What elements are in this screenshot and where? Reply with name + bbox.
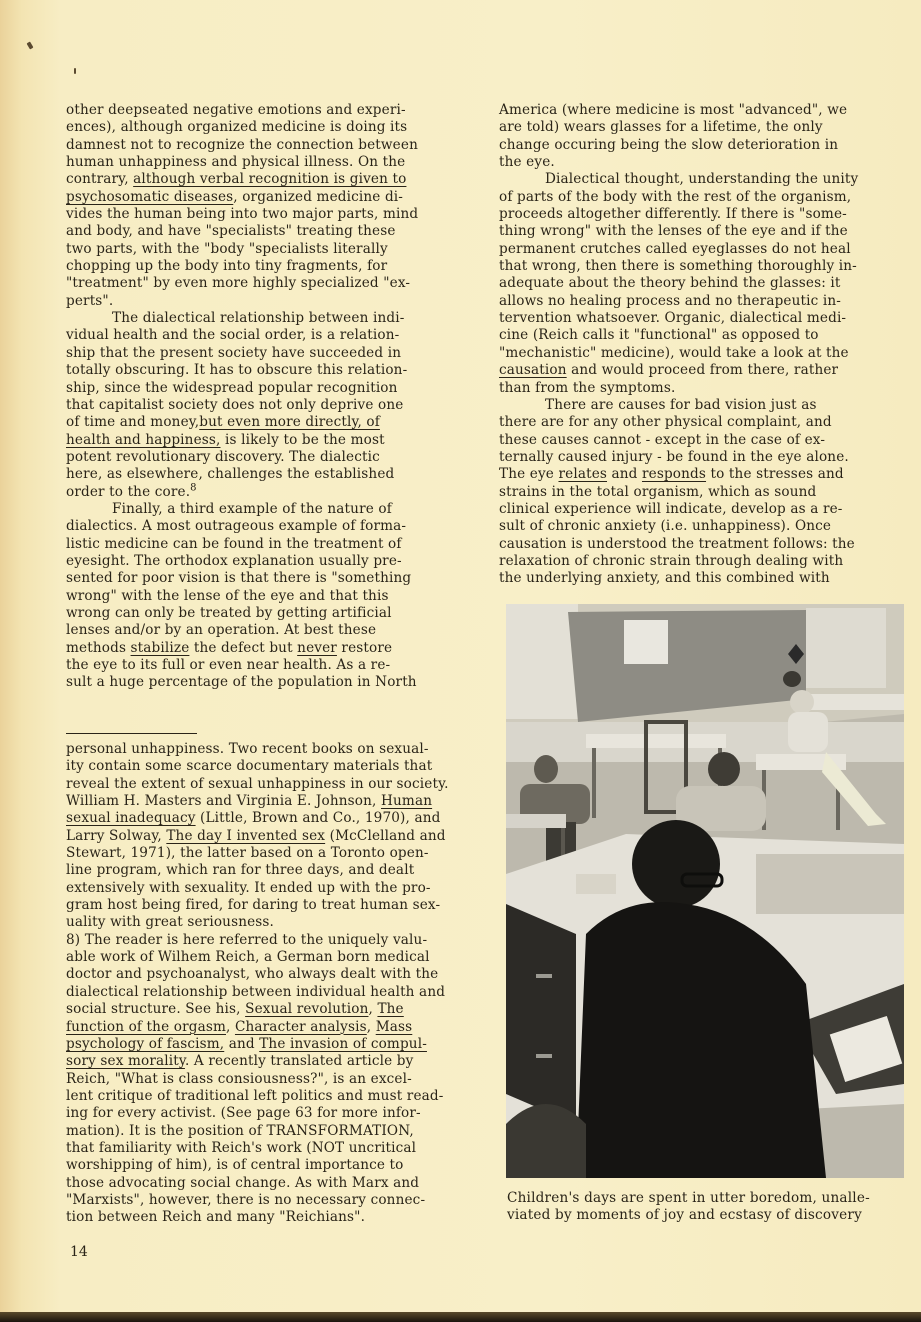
text-line: ity contain some scarce documentary materials that: [66, 758, 433, 775]
underlined-word: relates: [558, 466, 608, 483]
text-line: 8) The reader is here referred to the uniquely valu-: [66, 931, 428, 948]
book-title: The: [377, 1001, 404, 1018]
underlined-phrase: but even more directly, of: [199, 414, 380, 431]
text-line: those advocating social change. As with Marx and: [66, 1174, 420, 1191]
window: [506, 604, 578, 719]
text-line: totally obscuring. It has to obscure this relation-: [66, 362, 408, 379]
underlined-phrase: although verbal recognition is given to: [133, 171, 407, 188]
text-line: [66, 810, 486, 827]
text-run: is likely to be the most: [220, 431, 385, 448]
underlined-word: causation: [499, 362, 567, 379]
text-line: ship, since the widespread popular recognition: [66, 379, 398, 396]
text-line: [66, 640, 466, 657]
text-line: vidual health and the social order, is a relation-: [66, 327, 400, 344]
text-run: ,: [368, 1001, 378, 1018]
text-run: restore: [336, 639, 393, 656]
text-run: to the stresses and: [706, 466, 844, 483]
text-run: , organized medicine di-: [233, 188, 404, 205]
text-line: ship that the present society have succeeded in: [66, 344, 402, 361]
text-run: and: [224, 1035, 260, 1052]
book-title: The invasion of compul-: [259, 1035, 427, 1052]
book-title: Character analysis: [234, 1018, 367, 1035]
text-line: "Marxists", however, there is no necessary connec-: [66, 1191, 426, 1208]
text-line: permanent crutches called eyeglasses do not heal: [499, 240, 851, 257]
text-run: social structure. See his,: [66, 1001, 246, 1018]
text-line: vides the human being into two major parts, mind: [66, 206, 419, 223]
text-line: reveal the extent of sexual unhappiness in our society.: [66, 775, 449, 792]
text-line: personal unhappiness. Two recent books on sexual-: [66, 741, 429, 757]
footnote-8: [66, 932, 486, 1227]
page-number: 14: [70, 1244, 88, 1260]
bulletin-board: [806, 608, 886, 688]
text-line: [66, 1053, 486, 1070]
text-line: these causes cannot - except in the case of ex-: [499, 431, 826, 448]
paragraph-3: [66, 501, 466, 692]
text-run: William H. Masters and Virginia E. Johnson,: [66, 793, 381, 810]
text-line: The dialectical relationship between indi-: [112, 310, 405, 327]
desk: [586, 734, 726, 748]
text-line: than from the symptoms.: [499, 379, 676, 396]
text-line: Reich, "What is class consiousness?", is an excel-: [66, 1070, 412, 1087]
underlined-word: never: [297, 639, 337, 656]
text-line: uality with great seriousness.: [66, 914, 275, 931]
paragraph-causes: [499, 397, 904, 588]
poster: [624, 620, 668, 664]
text-line: damnest not to recognize the connection between: [66, 136, 418, 153]
text-run: and would proceed from there, rather: [566, 362, 839, 379]
text-line: tion between Reich and many "Reichians".: [66, 1209, 366, 1226]
text-line: sult a huge percentage of the population in North: [66, 674, 417, 691]
text-line: gram host being fired, for daring to treat human sex-: [66, 897, 441, 914]
text-line: wrong" with the lense of the eye and that this: [66, 587, 389, 604]
footnote-divider: [66, 733, 197, 734]
text-line: adequate about the theory behind the glasses: it: [499, 275, 841, 292]
underlined-phrase: health and happiness,: [66, 431, 221, 448]
text-line: causation is understood the treatment follows: the: [499, 535, 855, 552]
text-line: [66, 171, 466, 188]
caption-line: Children's days are spent in utter boredom, unalle-: [507, 1190, 870, 1206]
text-line: tervention whatsoever. Organic, dialectical medi-: [499, 310, 847, 327]
text-line: the underlying anxiety, and this combined with: [499, 570, 830, 587]
text-line: America (where medicine is most "advanced", we: [499, 102, 848, 118]
text-run: of time and money,: [66, 414, 200, 431]
child-head: [790, 690, 814, 714]
text-line: the eye to its full or even near health. As a re-: [66, 657, 391, 673]
text-line: clinical experience will indicate, develop as a re-: [499, 500, 843, 517]
text-line: listic medicine can be found in the treatment of: [66, 535, 402, 552]
text-line: and body, and have "specialists" treating these: [66, 223, 396, 240]
text-line: two parts, with the "body "specialists literally: [66, 240, 388, 257]
text-line: [66, 1019, 486, 1036]
paragraph-dialectical-thought: [499, 171, 904, 396]
photo-caption: [507, 1190, 907, 1224]
text-line: proceeds altogether differently. If there is "some-: [499, 206, 847, 223]
book-title: function of the orgasm: [66, 1018, 226, 1035]
papers-and-books: [756, 854, 904, 914]
filing-cabinet: [506, 904, 576, 1124]
text-line: strains in the total organism, which as sound: [499, 483, 817, 500]
right-column-body: [499, 102, 904, 588]
text-run: (McClelland and: [325, 827, 446, 844]
text-line: "mechanistic" medicine), would take a look at the: [499, 344, 849, 361]
text-line: [66, 189, 466, 206]
text-run: The eye: [499, 466, 559, 483]
footnote-continued: [66, 741, 486, 932]
text-line: cine (Reich calls it "functional" as opposed to: [499, 327, 819, 344]
paragraph-1: [66, 102, 466, 310]
paragraph-continued: [499, 102, 904, 171]
underlined-word: responds: [641, 466, 707, 483]
text-line: ing for every activist. (See page 63 for more infor-: [66, 1105, 421, 1122]
text-line: "treatment" by even more highly specialized "ex-: [66, 275, 411, 292]
text-line: lent critique of traditional left politics and must read-: [66, 1087, 444, 1104]
text-line: change occuring being the slow deterioration in: [499, 136, 839, 153]
desk: [806, 694, 904, 710]
text-line: Dialectical thought, understanding the unity: [545, 171, 859, 188]
underlined-word: stabilize: [130, 639, 190, 656]
text-line: There are causes for bad vision just as: [545, 396, 817, 413]
paper-speck: [27, 41, 34, 49]
text-line: relaxation of chronic strain through dealing with: [499, 552, 844, 569]
text-run: methods: [66, 639, 131, 656]
child-head: [783, 671, 801, 687]
text-run: the defect but: [189, 639, 298, 656]
child-body: [788, 712, 828, 752]
text-line: [499, 466, 904, 483]
text-run: ,: [226, 1018, 235, 1035]
text-line: [66, 1001, 486, 1018]
text-run: and: [607, 466, 642, 483]
text-line: potent revolutionary discovery. The dialectic: [66, 448, 380, 465]
classroom-photo-illustration: [506, 604, 904, 1178]
text-run: contrary,: [66, 171, 134, 188]
chair-back: [506, 1104, 586, 1178]
text-run: Larry Solway,: [66, 827, 167, 844]
child-head: [708, 752, 740, 786]
text-line: Stewart, 1971), the latter based on a Toronto open-: [66, 845, 429, 862]
text-run: . A recently translated article by: [184, 1053, 414, 1070]
teacher-head: [632, 820, 720, 908]
drawer-handle: [536, 974, 552, 978]
text-line: ences), although organized medicine is doing its: [66, 119, 408, 136]
text-line: other deepseated negative emotions and experi-: [66, 102, 406, 118]
text-line: lenses and/or by an operation. At best these: [66, 622, 377, 639]
book-title: The day I invented sex: [166, 827, 326, 844]
book-title: sexual inadequacy: [66, 810, 196, 827]
text-line: [66, 414, 466, 431]
text-line: eyesight. The orthodox explanation usually pre-: [66, 552, 402, 569]
caption-line: viated by moments of joy and ecstasy of discovery: [507, 1207, 862, 1223]
text-line: thing wrong" with the lenses of the eye and if the: [499, 223, 848, 240]
text-line: [66, 484, 466, 501]
text-run: (Little, Brown and Co., 1970), and: [195, 810, 441, 827]
text-run: order to the core.: [66, 483, 191, 500]
text-line: of parts of the body with the rest of the organism,: [499, 188, 852, 205]
text-line: extensively with sexuality. It ended up with the pro-: [66, 879, 431, 896]
text-line: [66, 828, 486, 845]
text-line: line program, which ran for three days, and dealt: [66, 862, 415, 879]
text-line: able work of Wilhem Reich, a German born medical: [66, 949, 430, 966]
text-line: here, as elsewhere, challenges the established: [66, 466, 395, 483]
text-line: ternally caused injury - be found in the eye alone.: [499, 448, 849, 465]
book-title: Mass: [375, 1018, 413, 1035]
text-line: sult of chronic anxiety (i.e. unhappiness). Once: [499, 518, 832, 535]
text-line: allows no healing process and no therapeutic in-: [499, 292, 842, 309]
text-line: perts".: [66, 292, 114, 309]
text-line: dialectical relationship between individual health and: [66, 983, 446, 1000]
child-head: [534, 755, 558, 783]
text-line: chopping up the body into tiny fragments, for: [66, 258, 388, 275]
drawer-handle: [536, 1054, 552, 1058]
text-line: [499, 362, 904, 379]
classroom-photo: [506, 604, 904, 1178]
page-bottom-shadow: [0, 1312, 921, 1322]
text-run: ,: [366, 1018, 376, 1035]
papers: [576, 874, 616, 894]
underlined-phrase: psychosomatic diseases: [66, 188, 234, 205]
text-line: the eye.: [499, 154, 555, 171]
text-line: that familiarity with Reich's work (NOT uncritical: [66, 1139, 417, 1156]
book-title: sory sex morality: [66, 1053, 185, 1070]
text-line: wrong can only be treated by getting artificial: [66, 604, 392, 621]
footnotes: [66, 741, 486, 1227]
text-line: doctor and psychoanalyst, who always dealt with the: [66, 966, 439, 983]
text-line: [66, 432, 466, 449]
desk-leg: [592, 748, 596, 818]
text-line: dialectics. A most outrageous example of forma-: [66, 518, 407, 535]
footnote-ref-8[interactable]: 8: [190, 482, 197, 494]
text-line: that wrong, then there is something thoroughly in-: [499, 258, 857, 275]
text-line: that capitalist society does not only deprive one: [66, 396, 404, 413]
text-line: there are for any other physical complaint, and: [499, 414, 832, 431]
book-title: psychology of fascism,: [66, 1035, 225, 1052]
text-line: [66, 1036, 486, 1053]
text-line: mation). It is the position of TRANSFORMATION,: [66, 1122, 414, 1139]
book-title: Sexual revolution: [245, 1001, 369, 1018]
text-line: sented for poor vision is that there is "something: [66, 570, 412, 587]
paper-speck: [74, 68, 76, 74]
paragraph-2: [66, 310, 466, 501]
left-column-body: [66, 102, 466, 692]
book-title: Human: [381, 793, 433, 810]
text-line: [66, 793, 486, 810]
desk: [506, 814, 566, 828]
text-line: worshipping of him), is of central importance to: [66, 1157, 404, 1174]
text-line: Finally, a third example of the nature of: [112, 500, 392, 517]
text-line: human unhappiness and physical illness. On the: [66, 154, 406, 171]
text-line: are told) wears glasses for a lifetime, the only: [499, 119, 823, 136]
